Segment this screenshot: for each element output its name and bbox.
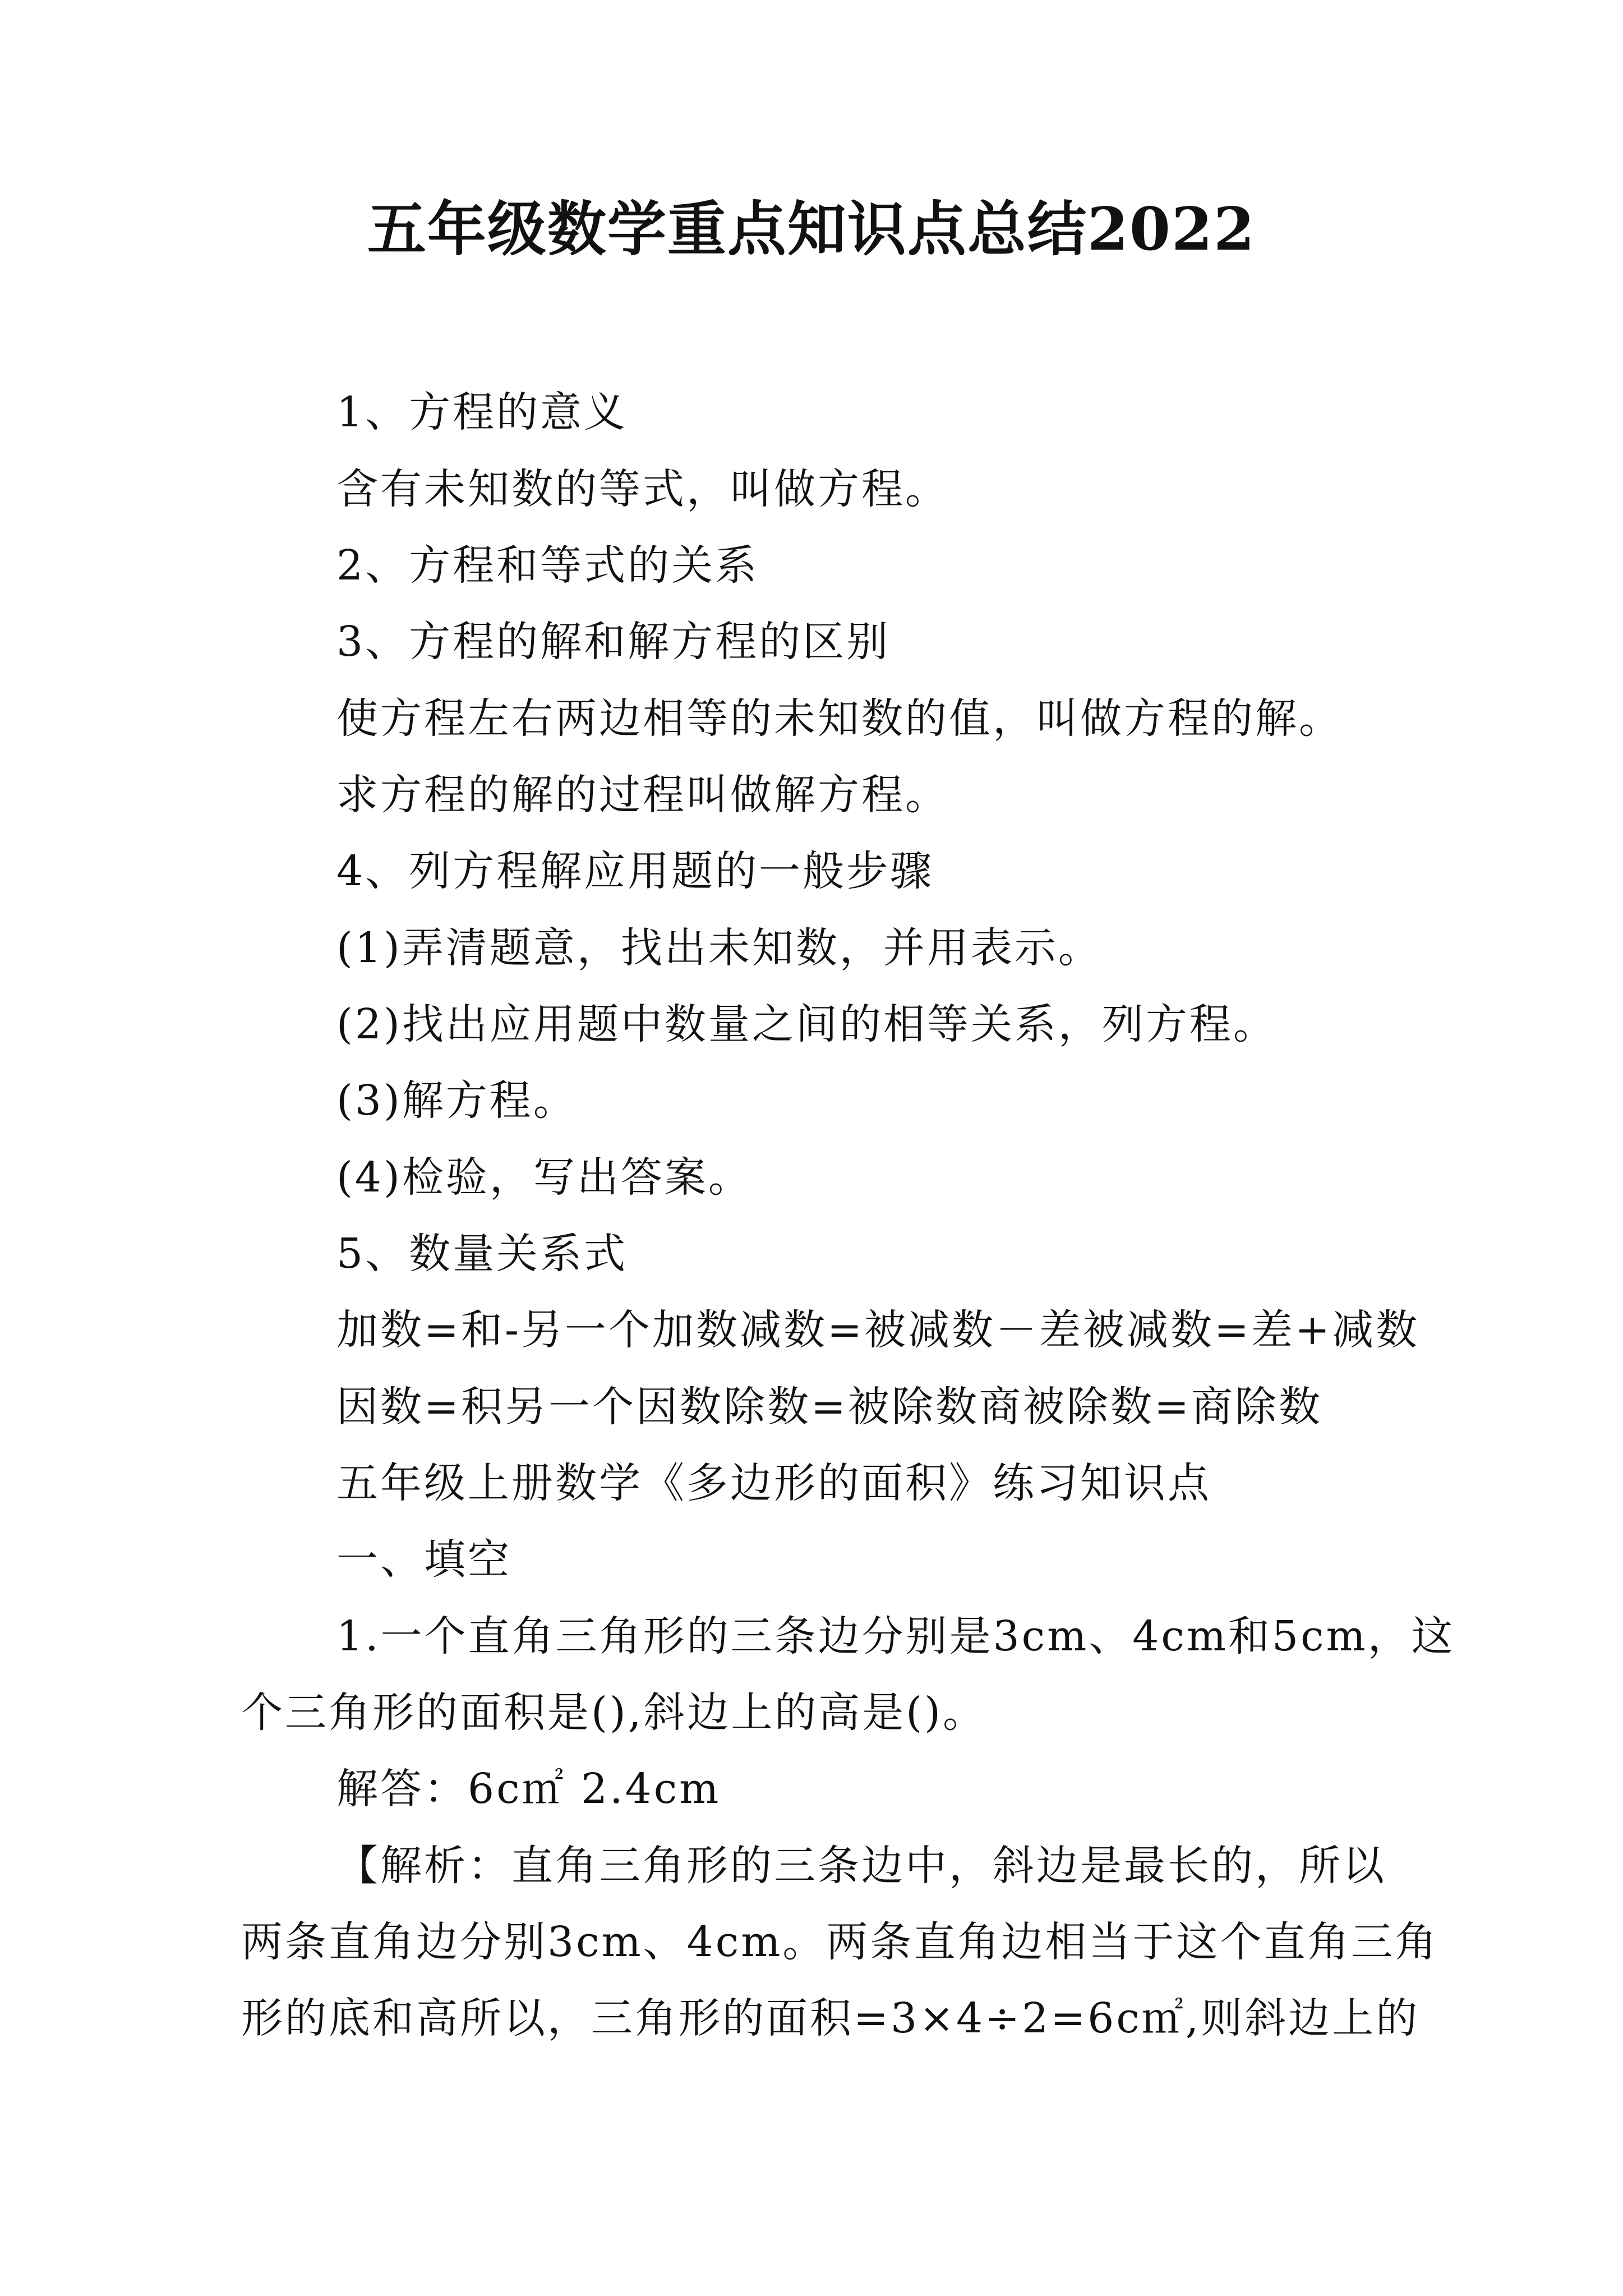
paragraph-line: 五年级上册数学《多边形的面积》练习知识点 (336, 1459, 1211, 1507)
paragraph-line: (4)检验，写出答案。 (336, 1153, 752, 1202)
paragraph-line: 解答：6c㎡ 2.4cm (336, 1765, 721, 1813)
paragraph-line: 【解析：直角三角形的三条边中，斜边是最长的，所以 (336, 1842, 1386, 1890)
paragraph-line: 一、填空 (336, 1535, 511, 1584)
paragraph-line: 两条直角边分别3cm、4cm。两条直角边相当于这个直角三角 (241, 1918, 1439, 1966)
document-title: 五年级数学重点知识点总结2022 (367, 194, 1256, 264)
paragraph-line: 4、列方程解应用题的一般步骤 (336, 847, 934, 895)
paragraph-line: 3、方程的解和解方程的区别 (336, 618, 891, 666)
paragraph-line: (1)弄清题意，找出未知数，并用表示。 (336, 924, 1102, 972)
paragraph-line: 2、方程和等式的关系 (336, 541, 759, 590)
paragraph-line: 1.一个直角三角形的三条边分别是3cm、4cm和5cm，这 (336, 1612, 1455, 1660)
paragraph-line: 加数=和-另一个加数减数=被减数－差被减数=差+减数 (336, 1306, 1420, 1354)
paragraph-line: 使方程左右两边相等的未知数的值，叫做方程的解。 (336, 694, 1343, 743)
paragraph-line: 含有未知数的等式，叫做方程。 (336, 465, 949, 513)
paragraph-line: 形的底和高所以，三角形的面积=3×4÷2=6c㎡,则斜边上的 (241, 1994, 1420, 2042)
paragraph-line: (2)找出应用题中数量之间的相等关系，列方程。 (336, 1000, 1277, 1048)
paragraph-line: 1、方程的意义 (336, 388, 628, 436)
paragraph-line: (3)解方程。 (336, 1076, 577, 1125)
paragraph-line: 求方程的解的过程叫做解方程。 (336, 771, 949, 819)
paragraph-line: 个三角形的面积是(),斜边上的高是()。 (241, 1688, 987, 1737)
paragraph-line: 因数=积另一个因数除数=被除数商被除数=商除数 (336, 1383, 1323, 1431)
paragraph-line: 5、数量关系式 (336, 1230, 628, 1278)
